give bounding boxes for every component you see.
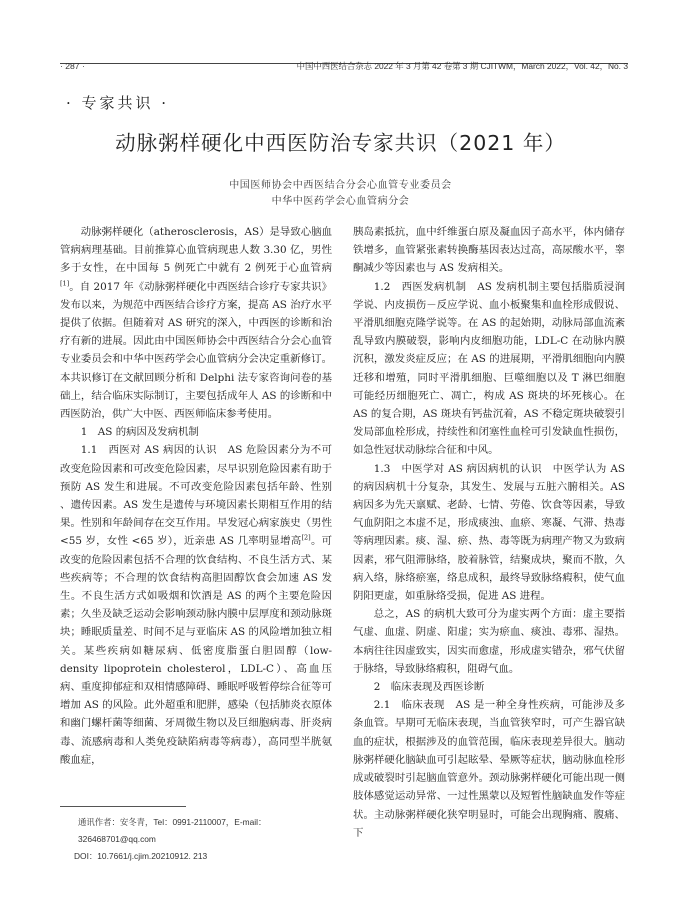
journal-citation: 中国中西医结合杂志 2022 年 3 月第 42 卷第 3 期 CJITWM，March 2022，Vol. 42，No. 3 [296,61,628,71]
running-head [60,60,628,71]
intro-paragraph: 动脉粥样硬化（atherosclerosis，AS）是导致心脑血管病病理基础。目前推算心血管病现患人数 3.30 亿，男性多于女性，在中国每 5 例死亡中就有 2 例死于心血管病[1]。自 2017 年《动脉粥样硬化中西医结合诊疗专家共识》发布以来，为规范中西医结合诊疗方案，提高 AS 治疗水平提供了依据。但随着对 AS 研究的深入，中西医的诊断和治疗有新的进展。因此由中国医师协会中西医结合分会心血管专业委员会和中华中医药学会心血管病分会决定重新修订。本共识修订在文献回顾分析和 Delphi 法专家咨询问卷的基础上，结合临床实际制订，主要包括成年人 AS 的诊断和中西医防治，供广大中医、西医师临床参考使用。 [60,226,332,421]
right-column [353,223,625,842]
footnote-divider [60,806,186,807]
body-paragraph: 总之，AS 的病机大致可分为虚实两个方面：虚主要指气虚、血虚、阴虚、阳虚；实为瘀血、痰浊、毒邪、湿热。本病往往因虚致实，因实而愈虚，形成虚实错杂，邪气伏留于脉络，导致脉络瘕积，阻碍气血。 [353,608,625,675]
body-paragraph: 1.1 西医对 AS 病因的认识 AS 危险因素分为不可改变危险因素和可改变危险因素，尽早识别危险因素有助于预防 AS 发生和进展。不可改变危险因素包括年龄、性别 、遗传因素。AS 发生是遗传与环境因素长期相互作用的结果。性别和年龄间存在交互作用。早发冠心病家族史（男性 <55 岁，女性 <65 岁），近亲患 AS 几率明显增高[2]。可改变的危险因素包括不合理的饮食结构、不良生活方式、某些疾病等；不合理的饮食结构高胆固醇饮食会加速 AS 发生。不良生活方式如吸烟和饮酒是 AS 的两个主要危险因素；久坐及缺乏运动会影响颈动脉内膜中层厚度和颈动脉斑块；睡眠质量差、时间不足与亚临床 AS 的风险增加独立相关。某些疾病如糖尿病、低密度脂蛋白胆固醇（low-density lipoprotein cholesterol，LDL-C）、高血压病、重度抑郁症和双相情感障碍、睡眠呼吸暂停综合征等可增加 AS 的风险。此外超重和肥胖，感染（包括肺炎衣原体和幽门螺杆菌等细菌、牙周微生物以及巨细胞病毒、肝炎病毒、流感病毒和人类免疫缺陷病毒等病毒），高同型半胱氨酸血症， [60,444,333,766]
section-heading: 2 临床表现及西医诊断 [373,681,485,694]
affiliation-2: 中华中医药学会心血管病分会 [271,196,410,207]
article-title: 动脉粥样硬化中西医防治专家共识（2021 年） [115,131,566,155]
affiliation-1: 中国医师协会中西医结合分会心血管专业委员会 [229,180,452,191]
section-heading: 1 AS 的病因及发病机制 [80,426,199,439]
body-paragraph: 1.2 西医发病机制 AS 发病机制主要包括脂质浸润学说、内皮损伤－反应学说、血小板聚集和血栓形成假说、平滑肌细胞克隆学说等。在 AS 的起始期，动脉局部血流紊乱导致内膜破裂，影响内皮细胞功能，LDL-C 在动脉内膜沉积，激发炎症反应；在 AS 的进展期，平滑肌细胞向内膜迁移和增殖，同时平滑肌细胞、巨噬细胞以及 T 淋巴细胞可能经历细胞死亡、凋亡，构成 AS 斑块的坏死核心。在 AS 的复合期，AS 斑块有钙盐沉着，AS 不稳定斑块破裂引发局部血栓形成，持续性和闭塞性血栓可引发缺血性损伤，如急性冠状动脉综合征和中风。 [353,280,625,457]
citation-ref: [1] [60,279,70,288]
left-column [60,223,332,769]
body-paragraph: 胰岛素抵抗，血中纤维蛋白原及凝血因子高水平，体内储存铁增多，血管紧张素转换酶基因表达过高，高尿酸水平，睾酮减少等因素也与 AS 发病相关。 [353,226,625,275]
doi-footnote: DOI：10.7661/j.cjim.20210912. 213 [74,851,208,861]
correspondence-footnote: 通讯作者：安冬青，Tel：0991-2110007，E-mail：326468701@qq.com [78,817,267,844]
citation-ref: [2] [301,533,311,542]
body-paragraph: 2.1 临床表现 AS 是一种全身性疾病，可能涉及多条血管。早期可无临床表现，当血管狭窄时，可产生器官缺血的症状，根据涉及的血管范围，临床表现差异很大。脑动脉粥样硬化脑缺血可引起眩晕、晕厥等症状，脑动脉血栓形成或破裂时引起脑血管意外。颈动脉粥样硬化可能出现一侧肢体感觉运动异常、一过性黑蒙以及短暂性脑缺血发作等症状。主动脉粥样硬化狭窄明显时，可能会出现胸痛、腹痛、下 [353,699,625,839]
column-label: · 专家共识 · [66,94,170,112]
page-number: · 287 · [60,61,85,71]
body-paragraph: 1.3 中医学对 AS 病因病机的认识 中医学认为 AS 的病因病机十分复杂，其发生、发展与五脏六腑相关。AS 病因多为先天禀赋、老龄、七情、劳倦、饮食等因素，导致气血阴阳之本虚不足，形成痰浊、血瘀、寒凝、气滞、热毒等病理因素。痰、湿、瘀、热、毒等既为病理产物又为致病因素，邪气阻滞脉络，胶着脉管，结聚成块，聚而不散，久病入络，脉络瘀塞，络息成积，最终导致脉络瘕积，使气血阴阳更虚，如重脉络受损，促进 AS 进程。 [353,462,625,603]
